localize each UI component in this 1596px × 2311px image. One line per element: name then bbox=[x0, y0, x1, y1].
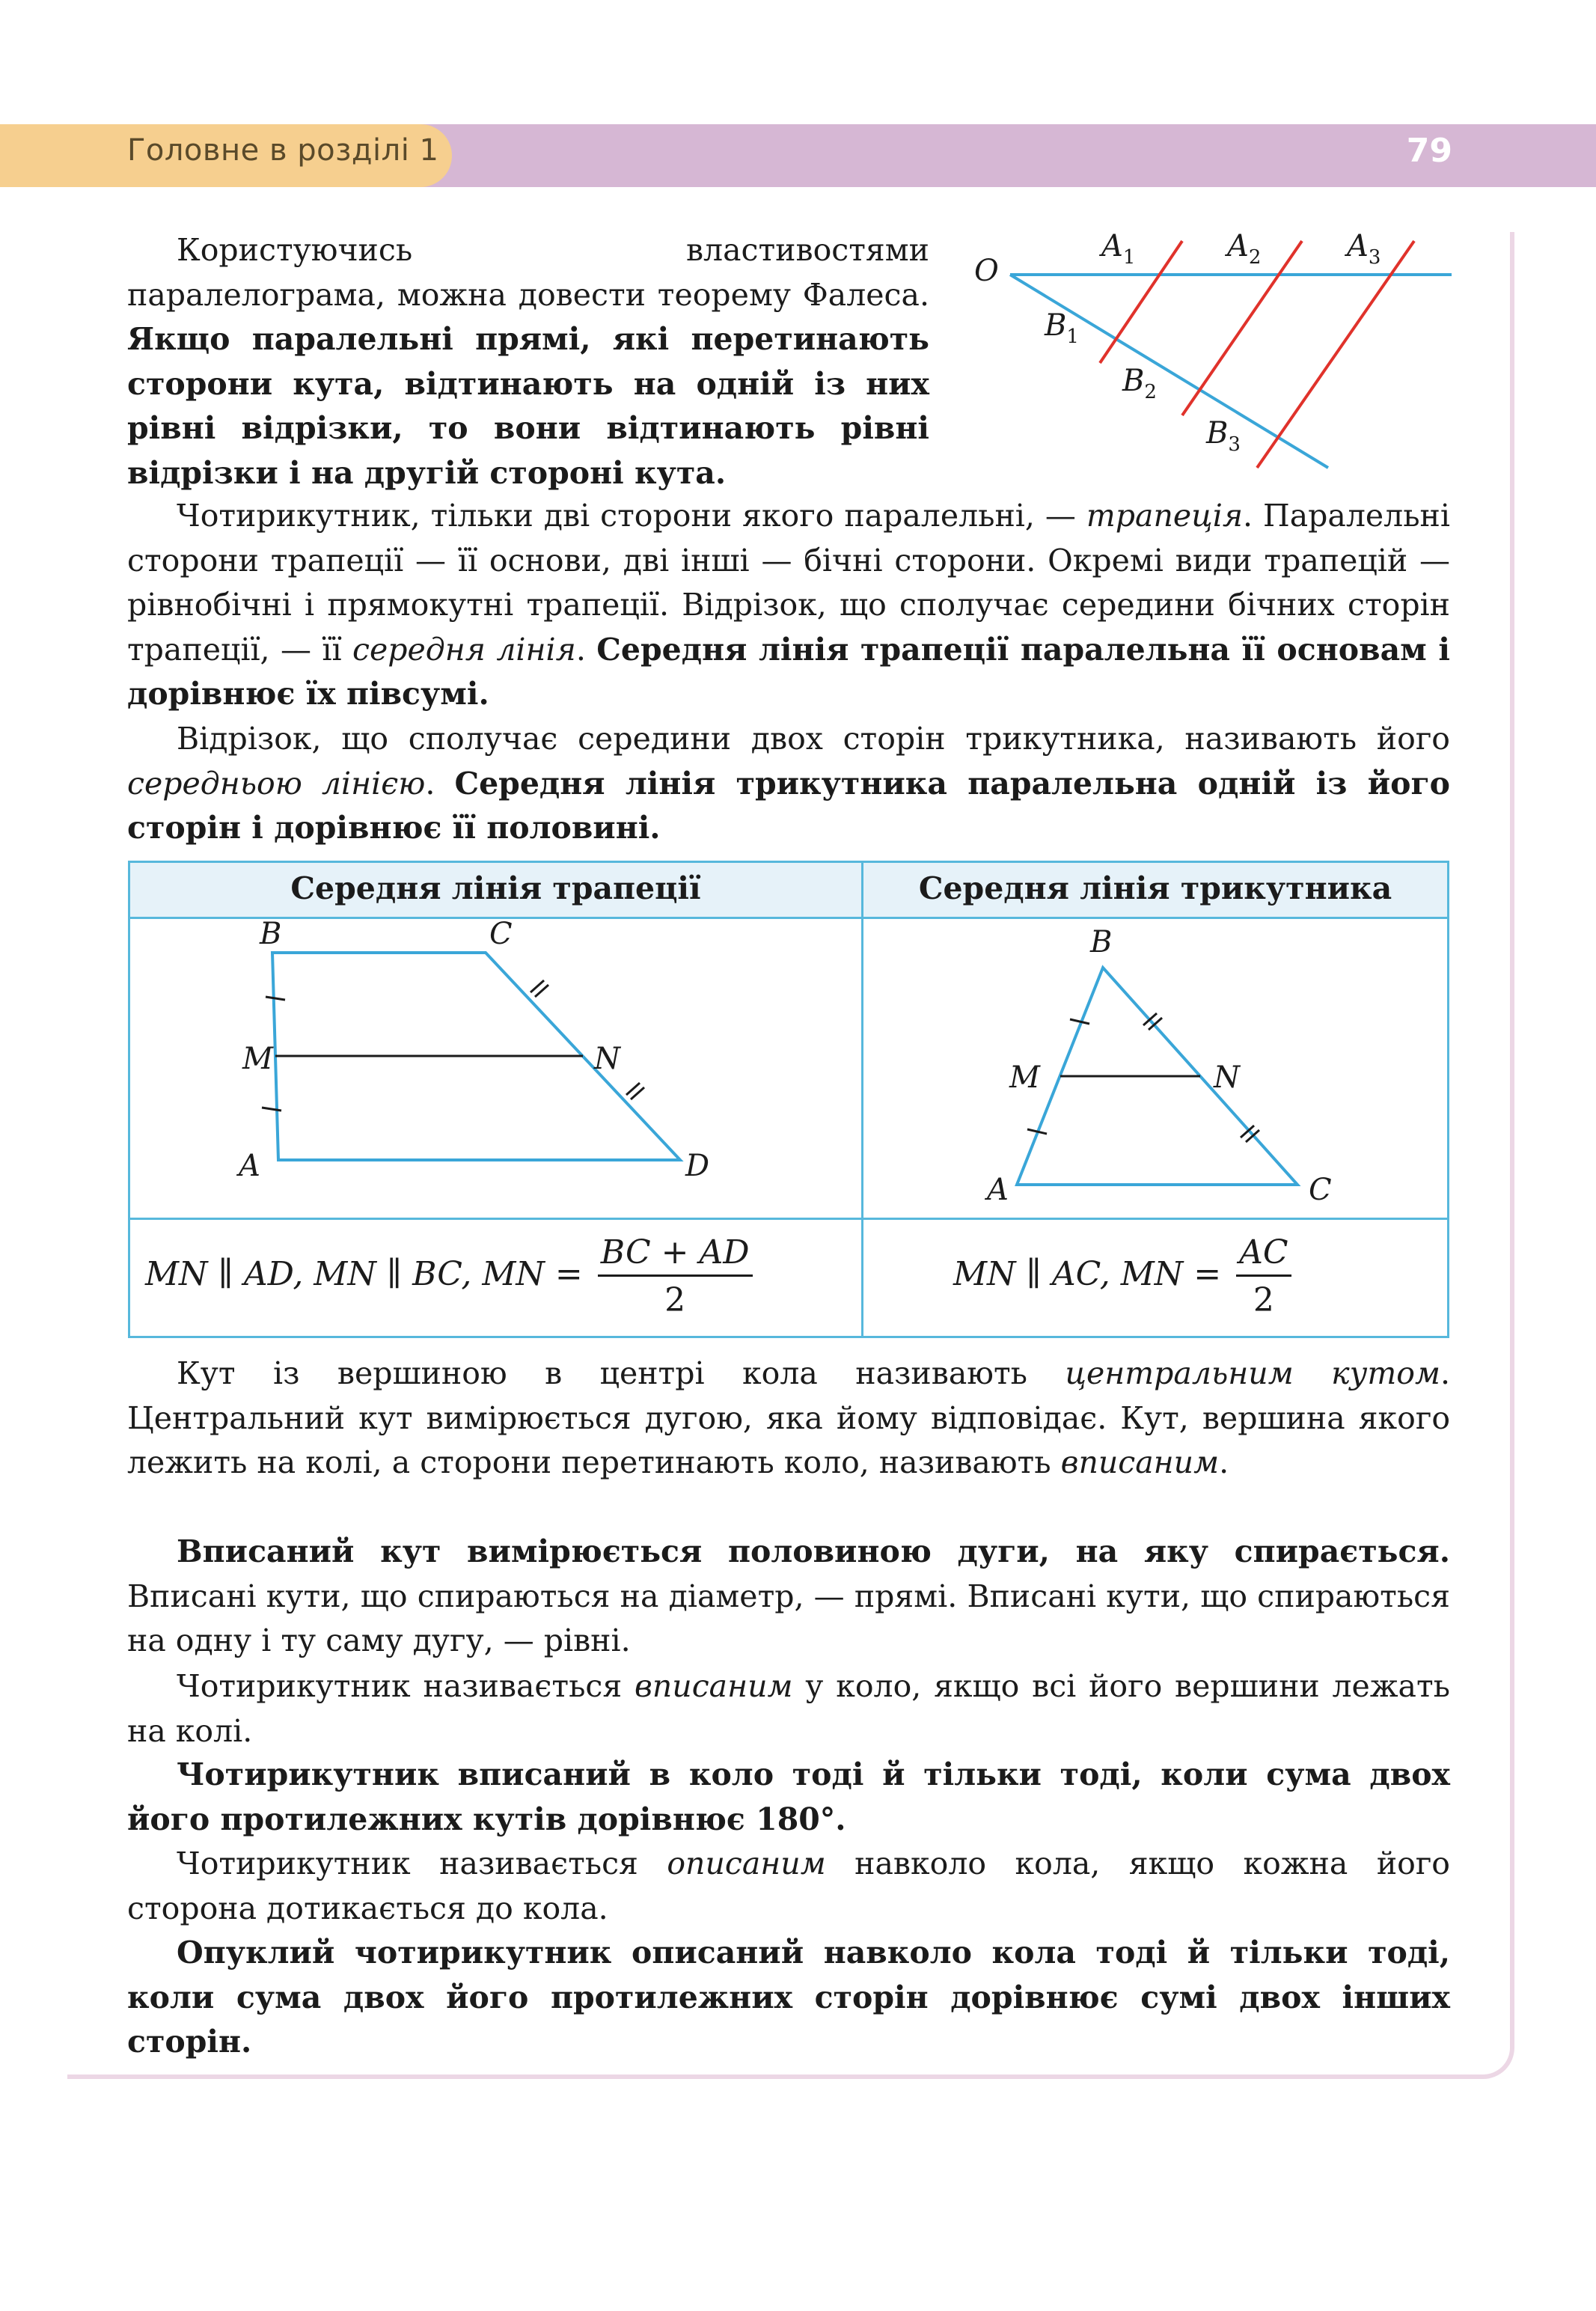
formula1-denominator: 2 bbox=[664, 1281, 686, 1319]
trapezoid-text-3: . bbox=[575, 631, 597, 668]
term-inscribed: вписаним bbox=[1060, 1444, 1220, 1480]
tick-ab-1 bbox=[266, 997, 285, 1000]
thales-theorem: Якщо паралельні прямі, які перетинають сторони кута, відтинають на одній із них рівні відрізки, то вони відтинають рівні відрізки і на другій стороні кута. bbox=[127, 321, 929, 491]
formula1-prefix: MN ∥ AD, MN ∥ BC, MN = bbox=[145, 1255, 583, 1293]
inscribed-angle-text: Вписані кути, що спираються на діаметр, — прямі. Вписані кути, що спираються на одну і ту саму дугу, — рівні. bbox=[127, 1578, 1450, 1658]
circumscribed-quad-definition bbox=[127, 1842, 1450, 1931]
col-header-trapezoid: Середня лінія трапеції bbox=[290, 870, 701, 906]
inscribed-quad-theorem-text: Чотирикутник вписаний в коло тоді й тільки тоді, коли сума двох його протилежних кутів дорівнює 180°. bbox=[127, 1756, 1450, 1837]
chapter-title: Головне в розділі 1 bbox=[127, 133, 439, 168]
trapezoid-paragraph bbox=[127, 494, 1450, 717]
formula2-denominator: 2 bbox=[1253, 1281, 1274, 1319]
trap-label-d: D bbox=[685, 1149, 710, 1183]
table-divider-horizontal bbox=[130, 1218, 1447, 1220]
triangle-text-1: Відрізок, що сполучає середини двох сторін трикутника, називають його bbox=[177, 721, 1450, 757]
tri-label-c: C bbox=[1309, 1173, 1332, 1207]
tri-label-a: A bbox=[987, 1173, 1009, 1207]
ray-ob bbox=[1010, 275, 1328, 468]
angles-text-2: . Центральний кут вимірюється дугою, яка йому відповідає. Кут, вершина якого лежить на колі, а сторони перетинають коло, називають bbox=[127, 1355, 1450, 1480]
trap-label-b: B bbox=[260, 919, 282, 951]
formula2-fraction bbox=[1236, 1233, 1291, 1319]
label-a2: $A_2$ bbox=[1227, 229, 1262, 269]
label-a1: $A_1$ bbox=[1101, 229, 1136, 269]
tri-label-m: M bbox=[1009, 1060, 1040, 1095]
label-b2: $B_2$ bbox=[1122, 364, 1157, 403]
trap-label-a: A bbox=[239, 1149, 260, 1183]
col-header-triangle: Середня лінія трикутника bbox=[918, 870, 1392, 906]
label-b1: $B_1$ bbox=[1045, 308, 1079, 348]
tick-ab-2 bbox=[262, 1108, 281, 1111]
triangle-diagram bbox=[863, 919, 1447, 1217]
circumscribed-quad-text-1: Чотирикутник називається bbox=[177, 1846, 667, 1881]
parallel-line-2 bbox=[1182, 241, 1302, 415]
label-o: O bbox=[974, 254, 999, 288]
central-angle-paragraph bbox=[127, 1352, 1450, 1486]
circumscribed-quad-theorem bbox=[127, 1931, 1450, 2065]
angles-text-1: Кут із вершиною в центрі кола називають bbox=[177, 1355, 1065, 1391]
inscribed-angle-theorem: Вписаний кут вимірюється половиною дуги, на яку спирається. bbox=[177, 1533, 1450, 1569]
angles-text-3: . bbox=[1219, 1444, 1229, 1480]
term-central-angle: центральним кутом bbox=[1065, 1355, 1440, 1391]
term-triangle-midline: середньою лінією bbox=[127, 765, 426, 802]
trapezoid-formula bbox=[145, 1233, 753, 1319]
formula2-numerator: AC bbox=[1236, 1233, 1291, 1277]
triangle-formula bbox=[953, 1233, 1291, 1319]
trap-label-n: N bbox=[594, 1042, 620, 1076]
thales-paragraph bbox=[127, 228, 929, 495]
thales-diagram bbox=[965, 225, 1474, 479]
trapezoid-diagram bbox=[130, 919, 861, 1217]
inscribed-quad-text-2: у коло, якщо всі його вершини лежать на колі. bbox=[127, 1668, 1450, 1749]
trap-label-m: M bbox=[242, 1042, 273, 1076]
term-midline: середня лінія bbox=[352, 631, 576, 668]
triangle-midline-theorem: Середня лінія трикутника паралельна одній із його сторін і дорівнює її половині. bbox=[127, 765, 1450, 846]
label-a3: $A_3$ bbox=[1347, 229, 1381, 269]
trapezoid-text-2: . Паралельні сторони трапеції — її основи, дві інші — бічні сторони. Окремі види трапецій — рівнобічні і прямокутні трапеції. Відрізок, що сполучає середини бічних сторін трапеції, — її bbox=[127, 498, 1450, 668]
formula1-numerator: BC + AD bbox=[598, 1233, 753, 1277]
tri-label-n: N bbox=[1214, 1060, 1240, 1095]
trap-label-c: C bbox=[489, 919, 513, 951]
trapezoid-midline-theorem: Середня лінія трапеції паралельна її основам і дорівнює їх півсумі. bbox=[127, 631, 1450, 712]
trapezoid-text-1: Чотирикутник, тільки дві сторони якого паралельні, — bbox=[177, 498, 1086, 534]
term-inscribed-quad: вписаним bbox=[635, 1668, 793, 1704]
circumscribed-quad-text-2: навколо кола, якщо кожна його сторона дотикається до кола. bbox=[127, 1846, 1450, 1926]
triangle-text-2: . bbox=[425, 765, 455, 802]
midline-table bbox=[128, 861, 1449, 1338]
inscribed-angle-paragraph bbox=[127, 1530, 1450, 1664]
inscribed-quad-definition bbox=[127, 1664, 1450, 1753]
tri-label-b: B bbox=[1090, 925, 1113, 959]
page-number: 79 bbox=[1406, 132, 1452, 170]
thales-intro: Користуючись властивостями паралелограма, можна довести теорему Фалеса. bbox=[127, 232, 929, 313]
triangle-paragraph bbox=[127, 717, 1450, 851]
term-trapezoid: трапеція bbox=[1086, 498, 1243, 534]
inscribed-quad-theorem bbox=[127, 1753, 1450, 1842]
inscribed-quad-text-1: Чотирикутник називається bbox=[177, 1668, 635, 1704]
formula2-prefix: MN ∥ AC, MN = bbox=[953, 1255, 1222, 1293]
formula1-fraction bbox=[598, 1233, 753, 1319]
term-circumscribed: описаним bbox=[667, 1846, 826, 1881]
label-b3: $B_3$ bbox=[1206, 416, 1241, 456]
circumscribed-quad-theorem-text: Опуклий чотирикутник описаний навколо кола тоді й тільки тоді, коли сума двох його протилежних сторін дорівнює сумі двох інших сторін. bbox=[127, 1935, 1450, 2060]
